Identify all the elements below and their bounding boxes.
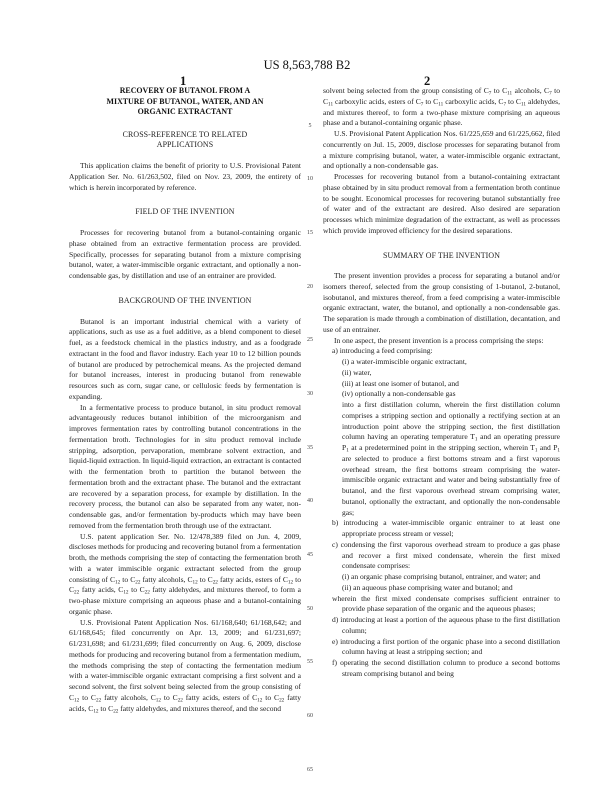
paragraph: The present invention provides a process for separating a butanol and/or isomers thereof, selected from the group consisting of 1-butanol, 2-butanol, isobutanol, and mixtures thereof, from a feed comprising a water-immiscible organic extractant, water, the butanol, and optionally a non-condensable gas. The separation is made through a combination of distillation, decantation, and use of an entrainer. — [323, 271, 560, 334]
column-number-right: 2 — [424, 74, 431, 88]
step-c: c) condensing the first vaporous overhead stream to produce a gas phase and recover a first mixed condensate, wherein the first mixed condensate comprises: — [332, 539, 560, 571]
line-number: 5 — [308, 123, 312, 129]
step-b: b) introducing a water-immiscible organic entrainer to at least one appropriate process stream or vessel; — [332, 518, 560, 539]
step-a-continuation: into a first distillation column, wherein the first distillation column comprises a stripping section and optionally a rectifying section at an introduction point above the stripping section, the first distillation column having an operating temperature $T_1$ and an operating pressure $P_1$ at a predetermined point in the stripping section, wherein $T_1$ and $P_1$ are selected to produce a first bottoms stream and a first vaporous overhead stream, the first bottoms stream comprising the water-immiscible organic extractant and water and being substantially free of butanol, and the first vaporous overhead stream comprising water, butanol, optionally the extractant, and optionally the non-condensable gas; — [342, 400, 560, 517]
line-number: 65 — [307, 767, 313, 773]
step-c-ii: (ii) an aqueous phase comprising water and butanol; and — [342, 582, 513, 592]
text: U.S. patent application Ser. No. 12/478,389 filed on Jun. 4, 2009, discloses methods for producing and recovering butanol from a fermentation broth, the methods comprising the step of contacting the fermentation broth with a water immiscible organic extractant selected from the group consisting of — [69, 531, 301, 584]
step-c-i: (i) an organic phase comprising butanol, entrainer, and water; and — [342, 572, 541, 582]
heading-cross-reference — [69, 130, 301, 151]
step-a: a) introducing a feed comprising: — [332, 346, 433, 356]
paragraph: Butanol is an important industrial chemical with a variety of applications, such as use as a fuel additive, as a blend component to diesel fuel, as a feedstock chemical in the plastics industry, and as a foodgrade extractant in the food and flavor industry. Each year 10 to 12 billion pounds of butanol are produced by petrochemical means. As the projected demand for butanol increases, interest in producing butanol from renewable resources such as corn, sugar cane, or cellulosic feeds by fermentation is expanding. — [69, 316, 301, 401]
line-number: 25 — [307, 337, 313, 343]
line-number: 20 — [307, 284, 313, 290]
title-line: ORGANIC EXTRACTANT — [137, 107, 233, 117]
paragraph: Processes for recovering butanol from a butanol-containing organic phase obtained from an extractive fermentation process are provided. Specifically, processes for separating butanol from a mixture comprising butanol, water, a water-immiscible organic extractant, and optionally a non-condensable gas, by distillation and use of an entrainer are provided. — [69, 228, 301, 281]
heading-background: BACKGROUND OF THE INVENTION — [118, 295, 252, 305]
line-number: 45 — [307, 552, 313, 558]
text: solvent being selected from the group consisting of — [323, 86, 484, 95]
title-line: MIXTURE OF BUTANOL, WATER, AND AN — [106, 96, 264, 106]
paragraph: U.S. Provisional Patent Application Nos. 61/168,640; 61/168,642; and 61/168,645; filed concurrently on Apr. 13, 2009; and 61/231,697; 61/231,698; and 61/231,699; filed concurrently on Aug. 6, 2009, disclose methods for producing and recovering butanol from a fermentation medium, the methods comprising the step of contacting the fermentation medium with a water-immiscible organic extractant comprising a first solvent and a second solvent, the first solvent being selected from the group consisting of $C_{12}$ to $C_{22}$ fatty alcohols, $C_{12}$ to $C_{22}$ fatty acids, esters of $C_{12}$ to $C_{22}$ fatty acids, $C_{12}$ to $C_{22}$ fatty aldehydes, and mixtures thereof, and the second — [69, 617, 302, 715]
paragraph: In one aspect, the present invention is a process comprising the steps: — [334, 335, 544, 345]
column-number-left: 1 — [180, 74, 187, 88]
line-number: 30 — [307, 391, 313, 397]
step-a-iii: (iii) at least one isomer of butanol, and — [342, 378, 459, 388]
heading-summary: SUMMARY OF THE INVENTION — [382, 250, 501, 260]
step-a-i: (i) a water-immiscible organic extractant, — [342, 357, 467, 367]
line-number: 35 — [307, 445, 313, 451]
patent-title — [69, 86, 301, 118]
line-number: 15 — [307, 230, 313, 236]
step-f: f) operating the second distillation column to produce a second bottoms stream comprising butanol and being — [332, 658, 560, 678]
line-number: 40 — [307, 498, 313, 504]
step-d: d) introducing at least a portion of the aqueous phase to the first distillation column; — [332, 615, 560, 635]
right-column — [323, 86, 560, 680]
heading-field: FIELD OF THE INVENTION — [135, 207, 235, 217]
text: U.S. Provisional Patent Application Nos. 61/168,640; 61/168,642; and 61/168,645; filed concurrently on Apr. 13, 2009; and 61/231,697; 61/231,698; and 61/231,699; filed concurrently on Aug. 6, 2009, disclose methods for producing and recovering butanol from a fermentation medium, the methods comprising the step of contacting the fermentation medium with a water-immiscible organic extractant comprising a first solvent and a second solvent, the first solvent being selected from the group consisting of — [69, 617, 301, 692]
step-a-iv: (iv) optionally a non-condensable gas — [342, 389, 456, 399]
title-line: RECOVERY OF BUTANOL FROM A — [119, 86, 251, 95]
heading-line: CROSS-REFERENCE TO RELATED — [122, 129, 248, 139]
step-a-ii: (ii) water, — [342, 367, 372, 377]
paragraph: Processes for recovering butanol from a butanol-containing extractant phase obtained by in situ product removal from a fermentation broth continue to be sought. Economical processes for recovering butanol substantially free of water and of the extractant are desired. Also desired are separation processes which minimize degradation of the extractant, as well as processes which provide improved efficiency for the desired separations. — [323, 172, 560, 235]
step-e: e) introducing a first portion of the organic phase into a second distillation column having at least a stripping section; and — [332, 636, 560, 657]
line-number: 10 — [307, 176, 313, 182]
paragraph: This application claims the benefit of priority to U.S. Provisional Patent Application Ser. No. 61/263,502, filed on Nov. 23, 2009, the entirety of which is herein incorporated by reference. — [69, 161, 301, 192]
patent-number: US 8,563,788 B2 — [263, 58, 351, 72]
step-c-continuation: wherein the first mixed condensate comprises sufficient entrainer to provide phase separation of the organic and the aqueous phases; — [332, 593, 560, 614]
line-number: 50 — [307, 606, 313, 612]
paragraph: U.S. patent application Ser. No. 12/478,389 filed on Jun. 4, 2009, discloses methods for producing and recovering butanol from a fermentation broth, the methods comprising the step of contacting the fermentation broth with a water immiscible organic extractant selected from the group consisting of $C_{12}$ to $C_{22}$ fatty alcohols, $C_{12}$ to $C_{22}$ fatty acids, esters of $C_{12}$ to $C_{22}$ fatty acids, $C_{12}$ to $C_{22}$ fatty aldehydes, and mixtures thereof, to form a two-phase mixture comprising an aqueous phase and a butanol-containing organic phase. — [69, 531, 301, 616]
paragraph: In a fermentative process to produce butanol, in situ product removal advantageously reduces butanol inhibition of the microorganism and improves fermentation rates by controlling butanol concentrations in the fermentation broth. Technologies for in situ product removal include stripping, adsorption, pervaporation, membrane solvent extraction, and liquid-liquid extraction. In liquid-liquid extraction, an extractant is contacted with the fermentation broth to partition the butanol between the fermentation broth and the extractant phase. The butanol and the extractant are recovered by a separation process, for example by distillation. In the recovery process, the butanol can also be separated from any water, non-condensable gas, and/or fermentation by-products which may have been removed from the fermentation broth through use of the extractant. — [69, 402, 301, 530]
line-number: 55 — [307, 659, 313, 665]
heading-line: APPLICATIONS — [156, 140, 214, 150]
left-column — [69, 86, 301, 714]
paragraph: solvent being selected from the group consisting of $C_7$ to $C_{11}$ alcohols, $C_7$ to $C_{11}$ carboxylic acids, esters of $C_7$ to $C_{11}$ carboxylic acids, $C_7$ to $C_{11}$ aldehydes, and mixtures thereof, to form a two-phase mixture comprising an aqueous phase and a butanol-containing organic phase. — [323, 86, 561, 128]
line-number: 60 — [307, 713, 313, 719]
paragraph: U.S. Provisional Patent Application Nos. 61/225,659 and 61/225,662, filed concurrently on Jul. 15, 2009, disclose processes for separating butanol from a mixture comprising butanol, water, a water-immiscible organic extractant, and optionally a non-condensable gas. — [323, 129, 560, 171]
